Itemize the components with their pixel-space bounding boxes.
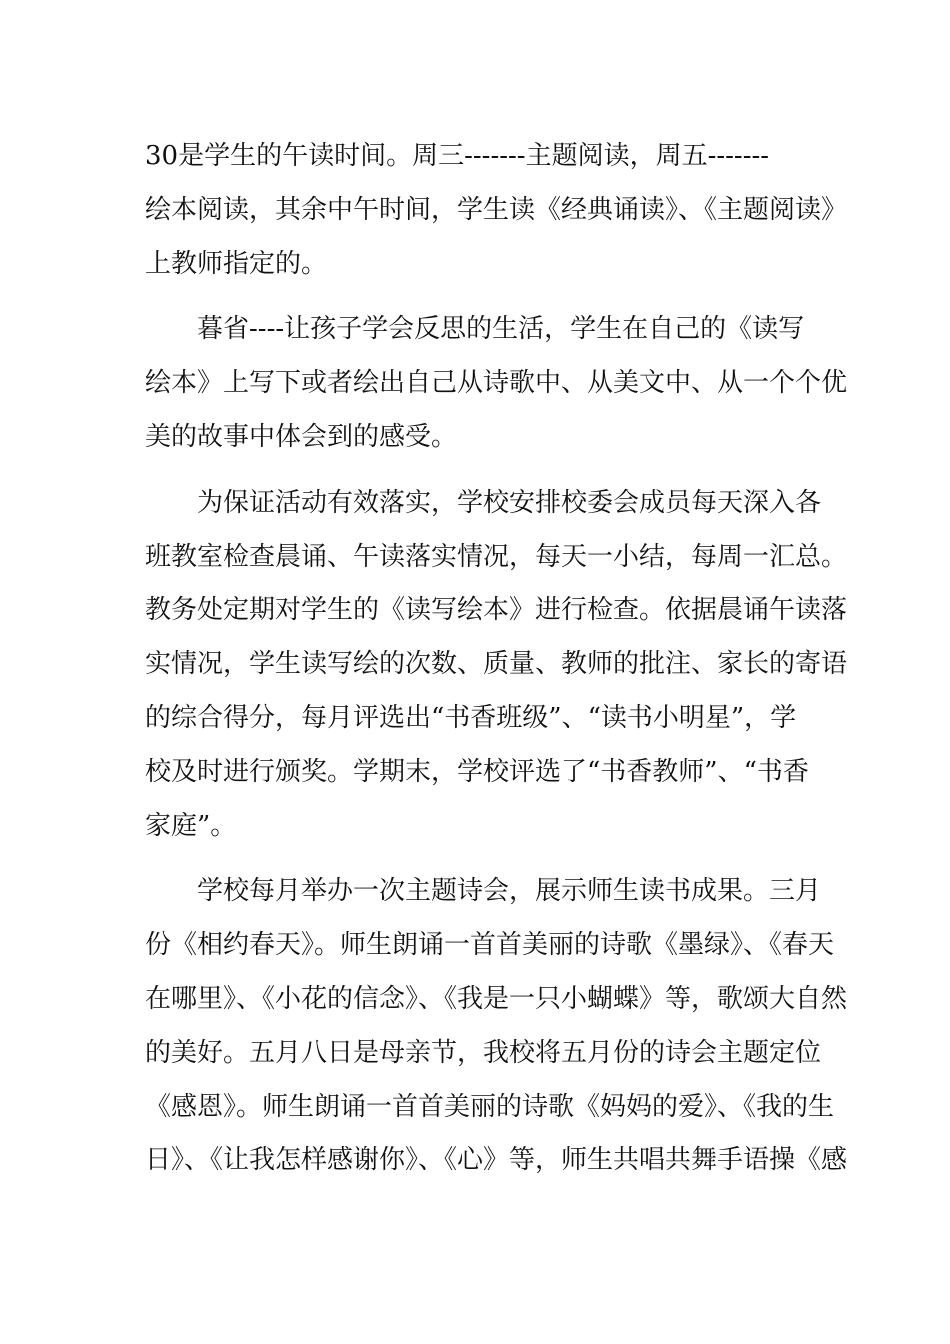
text-line: 的综合得分，每月评选出“书香班级”、“读书小明星”，学 (145, 702, 797, 733)
text-line: 在哪里》、《小花的信念》、《我是一只小蝴蝶》等，歌颂大自然 (145, 983, 848, 1014)
text-line: 的美好。五月八日是母亲节，我校将五月份的诗会主题定位 (145, 1037, 822, 1068)
text-line: 绘本阅读，其余中午时间，学生读《经典诵读》、《主题阅读》 (145, 194, 848, 225)
text-line: 《感恩》。师生朗诵一首首美丽的诗歌《妈妈的爱》、《我的生 (145, 1091, 835, 1122)
text-line: 上教师指定的。 (145, 248, 328, 279)
text-line: 实情况，学生读写绘的次数、质量、教师的批注、家长的寄语 (145, 649, 848, 680)
text-line: 家庭”。 (145, 810, 237, 841)
text-line: 30是学生的午读时间。周三-------主题阅读，周五------- (145, 141, 770, 171)
text-line: 份《相约春天》。师生朗诵一首首美丽的诗歌《墨绿》、《春天 (145, 930, 835, 961)
text-line: 日》、《让我怎样感谢你》、《心》等，师生共唱共舞手语操《感 (145, 1145, 848, 1176)
body-text (145, 130, 848, 1188)
paragraph (145, 865, 848, 1188)
text-line: 教务处定期对学生的《读写绘本》进行检查。依据晨诵午读落 (145, 595, 848, 626)
paragraph (145, 130, 848, 291)
text-line: 校及时进行颁奖。学期末，学校评选了“书香教师”、“书香 (145, 756, 809, 787)
text-line: 绘本》上写下或者绘出自己从诗歌中、从美文中、从一个个优 (145, 368, 848, 399)
text-line: 学校每月举办一次主题诗会，展示师生读书成果。三月 (197, 876, 822, 907)
paragraph (145, 303, 848, 464)
text-line: 美的故事中体会到的感受。 (145, 421, 458, 452)
text-line: 为保证活动有效落实，学校安排校委会成员每天深入各 (197, 487, 822, 518)
paragraph (145, 477, 848, 854)
text-line: 暮省----让孩子学会反思的生活，学生在自己的《读写 (197, 314, 805, 345)
text-line: 班教室检查晨诵、午读落实情况，每天一小结，每周一汇总。 (145, 541, 848, 572)
